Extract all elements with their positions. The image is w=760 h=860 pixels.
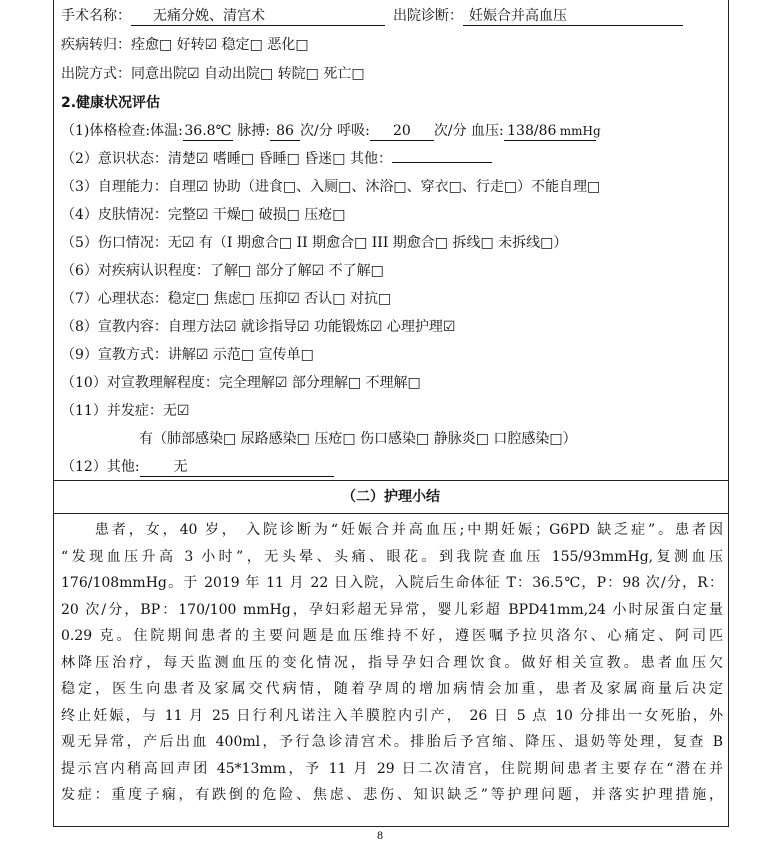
complication-have-row: 有（肺部感染□ 尿路感染□ 压疮□ 伤口感染□ 静脉炎□ 口腔感染□） [139,431,577,447]
respiration-value: 20 [370,122,434,141]
skin-row: （4）皮肤情况：完整☑ 干燥□ 破损□ 压疮□ [61,207,346,223]
consciousness-other-value [392,162,492,163]
summary-line: 0.29 克。住院期间患者的主要问题是血压维持不好，遵医嘱予拉贝洛尔、心痛定、阿司匹 [61,628,723,644]
summary-line: “发现血压升高 3 小时”，无头晕、头痛、眼花。到我院查血压 155/93mmHg,复测血压 [61,548,723,565]
pulse-unit: 次/分 呼吸: [299,123,370,139]
page-number: 8 [376,831,384,842]
outcome-row: 疾病转归：痊愈□ 好转☑ 稳定□ 恶化□ [61,37,309,53]
summary-line: 发症：重度子痫，有跌倒的危险、焦虑、悲伤、知识缺乏”等护理问题，并落实护理措施， [61,787,723,803]
summary-line: 稳定，医生向患者及家属交代病情，随着孕周的增加病情会加重，患者及家属商量后决定 [61,681,723,697]
consciousness-row [61,149,492,169]
summary-line: 终止妊娠，与 11 月 25 日行利凡诺注入羊膜腔内引产， 26 日 5 点 10 分排出一女死胎，外 [61,707,723,724]
consciousness-text: （2）意识状态：清楚☑ 嗜睡□ 昏睡□ 昏迷□ 其他： [61,151,392,167]
self-care-row: （3）自理能力：自理☑ 协助（进食□、入厕□、沐浴□、穿衣□、行走□）不能自理□ [61,179,601,195]
temperature-value: 36.8℃ [184,123,232,139]
blood-pressure-value: 138/86 [504,122,560,141]
surgery-label: 手术名称： [61,8,131,24]
education-content-row: （8）宣教内容：自理方法☑ 就诊指导☑ 功能锻炼☑ 心理护理☑ [61,319,456,335]
summary-line: 观无异常，产后出血 400ml，予行急诊清宫术。排胎后予宫缩、降压、退奶等处理，复查 B [61,734,723,750]
nursing-summary-paragraph [61,517,723,809]
discharge-method-row: 出院方式：同意出院☑ 自动出院□ 转院□ 死亡□ [61,66,365,82]
blood-pressure-unit: mmHg [560,122,596,141]
others-label: （12）其他: [61,459,140,475]
vitals-row [61,121,601,141]
surgery-value: 无痛分娩、清宫术 [131,7,385,26]
summary-line: 林降压治疗，每天监测血压的变化情况，指导孕妇合理饮食。做好相关宣教。患者血压欠 [61,654,723,671]
diagnosis-value: 妊娠合并高血压 [463,7,683,26]
others-row [61,457,334,477]
pulse-value: 86 [270,122,300,141]
surgery-diagnosis-row [61,6,683,26]
wound-row: （5）伤口情况：无☑ 有（I 期愈合□ II 期愈合□ III 期愈合□ 拆线□ 未拆线□） [61,235,568,251]
awareness-row: （6）对疾病认识程度：了解□ 部分了解☑ 不了解□ [61,263,384,279]
education-understanding-row: （10）对宣教理解程度：完全理解☑ 部分理解□ 不理解□ [61,375,421,391]
respiration-unit: 次/分 血压: [433,123,504,139]
complication-none-row: （11）并发症：无☑ [61,403,190,419]
summary-line: 176/108mmHg。于 2019 年 11 月 22 日入院，入院后生命体征 T：36.5℃，P：98 次/分，R： [61,575,723,591]
discharge-assessment-section [54,0,728,481]
nursing-summary-title: （二）护理小结 [54,481,728,514]
psych-row: （7）心理状态：稳定□ 焦虑□ 压抑☑ 否认□ 对抗□ [61,291,392,307]
pulse-label: 脉搏: [232,123,270,139]
others-value: 无 [140,458,334,477]
form-frame [53,0,729,827]
summary-line: 提示宫内稍高回声团 45*13mm，予 11 月 29 日二次清宫，住院期间患者主要存在“潜在并 [61,760,723,777]
summary-line: 20 次/分，BP：170/100 mmHg，孕妇彩超无异常，婴儿彩超 BPD41mm,24 小时尿蛋白定量 [61,601,723,618]
diagnosis-label: 出院诊断： [393,8,463,24]
summary-line: 患者，女，40 岁， 入院诊断为“妊娠合并高血压;中期妊娠；G6PD 缺乏症”。患者因 [61,522,723,538]
vitals-prefix: （1)体格检查:体温: [61,123,183,139]
education-method-row: （9）宣教方式：讲解☑ 示范□ 宣传单□ [61,347,314,363]
health-assessment-heading: 2.健康状况评估 [61,95,161,111]
